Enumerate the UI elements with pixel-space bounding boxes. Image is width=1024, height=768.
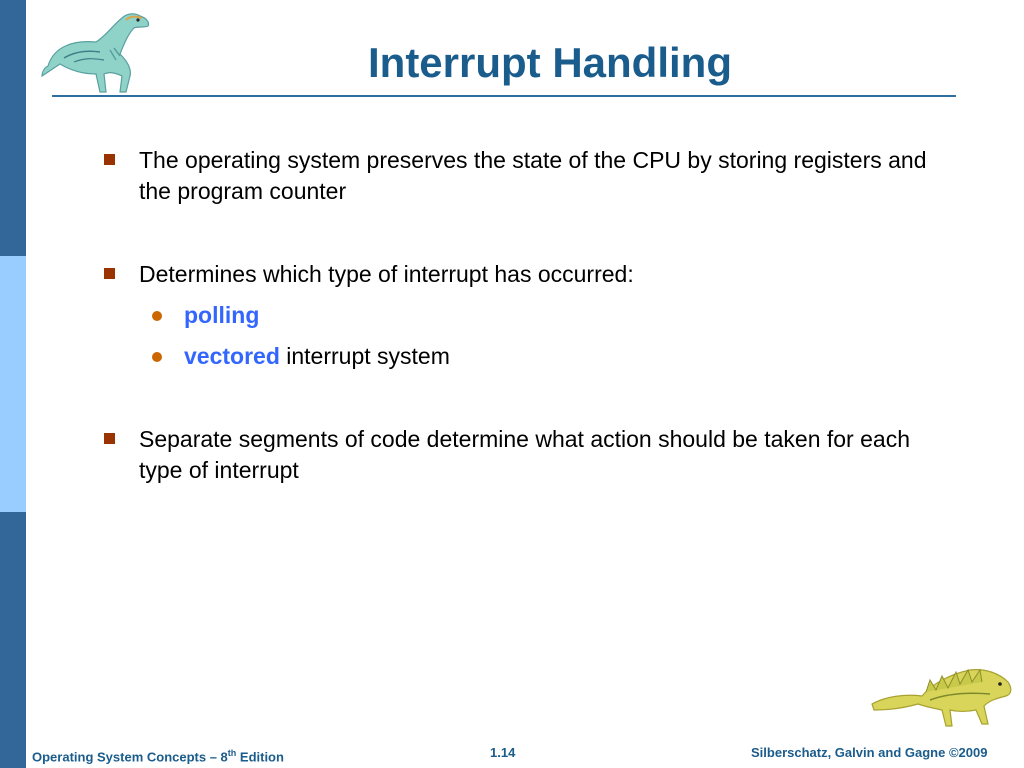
bullet-text: The operating system preserves the state of the CPU by storing registers and the program counter [139,147,927,204]
sub-bullet-item [150,341,930,372]
square-bullet-icon [104,268,115,279]
bullet-item [104,424,944,486]
bullet-item [104,259,944,290]
square-bullet-icon [104,433,115,444]
footer-book-title [32,743,284,767]
footer-book-title-text: Operating System Concepts – 8 [32,749,228,765]
footer-edition-text: Edition [236,749,284,765]
term-highlight: polling [184,302,260,328]
bullet-text: Determines which type of interrupt has occurred: [139,261,634,287]
circle-bullet-icon [152,311,162,321]
title-underline [52,95,956,97]
bullet-item [104,145,944,207]
term-highlight: vectored [184,343,280,369]
sub-bullet-rest: interrupt system [279,343,450,369]
page-title: Interrupt Handling [368,39,732,86]
slide-number: 1.14 [490,745,516,760]
sidebar-stripe [0,0,26,768]
sub-bullet-text [184,341,930,372]
sub-bullet-item [150,300,930,331]
square-bullet-icon [104,154,115,165]
circle-bullet-icon [152,352,162,362]
footer-authors: Silberschatz, Galvin and Gagne ©2009 [751,745,988,760]
sidebar-light-band [0,256,26,512]
footer-edition-sup: th [227,748,237,758]
bullet-text: Separate segments of code determine what action should be taken for each type of interrupt [139,426,910,483]
sub-bullet-text [184,300,930,331]
stegosaurus-icon [866,660,1016,732]
